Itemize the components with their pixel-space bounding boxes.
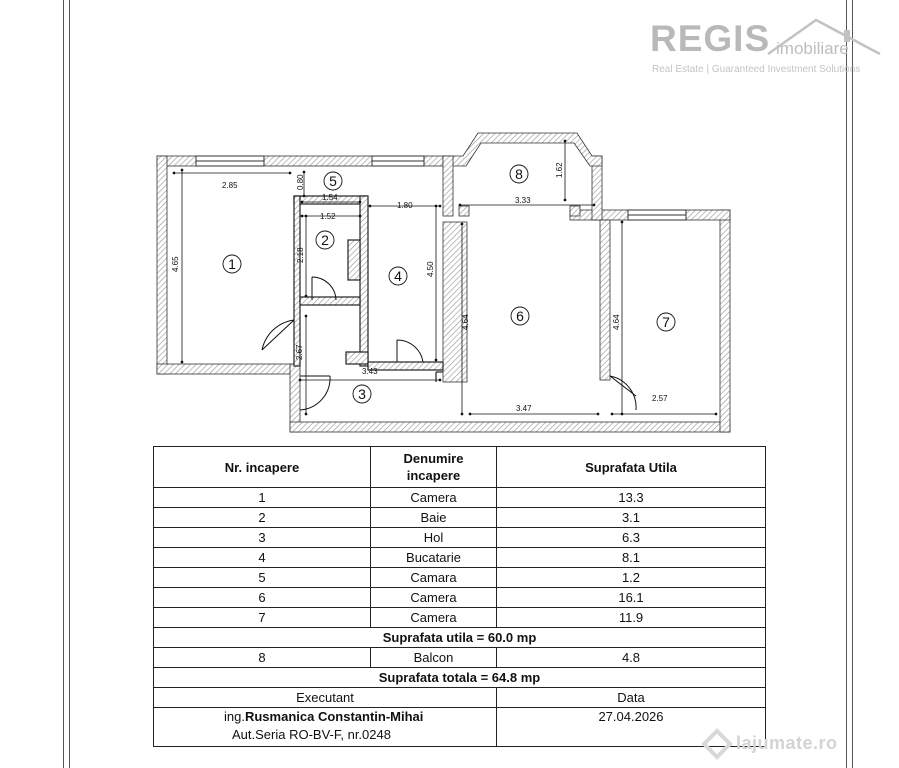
- cell-name: Bucatarie: [371, 548, 497, 568]
- col-header-denumire-text: Denumire incapere: [403, 451, 464, 483]
- dim-label: 4.50: [426, 261, 435, 277]
- room-number-1: 1: [228, 256, 236, 272]
- table-row: [154, 608, 766, 628]
- cell-nr: 6: [154, 588, 371, 608]
- executant-authorization: Aut.Seria RO-BV-F, nr.0248: [232, 727, 391, 742]
- executant-name: Rusmanica Constantin-Mihai: [244, 709, 424, 724]
- cell-name: Camera: [371, 588, 497, 608]
- cell-area: 1.2: [497, 568, 766, 588]
- watermark-logo-icon: [700, 727, 734, 761]
- logo-sub: imobiliare: [776, 39, 849, 58]
- cell-area: 3.1: [497, 508, 766, 528]
- room-number-2: 2: [321, 232, 329, 248]
- cell-nr: 7: [154, 608, 371, 628]
- cell-nr: 5: [154, 568, 371, 588]
- cell-area: 13.3: [497, 488, 766, 508]
- total-text: Suprafata totala = 64.8 mp: [154, 668, 766, 688]
- room-number-3: 3: [358, 386, 366, 402]
- table-row: [154, 588, 766, 608]
- cell-name: Camera: [371, 488, 497, 508]
- executant-cell: [154, 708, 497, 747]
- dim-label: 2.18: [296, 247, 305, 263]
- dim-label: 0.80: [296, 174, 305, 190]
- cell-name: Camara: [371, 568, 497, 588]
- signature-header-row: [154, 688, 766, 708]
- dim-label: 4.64: [612, 314, 621, 330]
- executant-label: Executant: [154, 688, 497, 708]
- cell-area: 11.9: [497, 608, 766, 628]
- cell-name: Baie: [371, 508, 497, 528]
- col-header-denumire: [371, 447, 497, 488]
- dim-label: 1.62: [555, 162, 564, 178]
- cell-nr: 3: [154, 528, 371, 548]
- room-number-5: 5: [329, 173, 337, 189]
- dim-label: 1.52: [320, 212, 336, 221]
- dim-label: 1.54: [322, 193, 338, 202]
- dim-label: 1.80: [397, 201, 413, 210]
- walls: [157, 133, 730, 432]
- dim-label: 2.67: [295, 344, 304, 360]
- room-number-6: 6: [516, 308, 524, 324]
- date-cell: 27.04.2026: [497, 708, 766, 747]
- watermark-text: lajumate.ro: [736, 733, 838, 753]
- cell-area: 4.8: [497, 648, 766, 668]
- company-logo: [648, 12, 893, 82]
- dim-label: 4.65: [171, 256, 180, 272]
- data-label: Data: [497, 688, 766, 708]
- cell-nr: 2: [154, 508, 371, 528]
- total-row: [154, 668, 766, 688]
- subtotal-text: Suprafata utila = 60.0 mp: [154, 628, 766, 648]
- table-row: [154, 488, 766, 508]
- dim-label: 4.64: [461, 314, 470, 330]
- signature-row: [154, 708, 766, 747]
- dim-label: 3.33: [515, 196, 531, 205]
- cell-area: 8.1: [497, 548, 766, 568]
- cell-name: Camera: [371, 608, 497, 628]
- cell-name: Balcon: [371, 648, 497, 668]
- subtotal-row: [154, 628, 766, 648]
- dim-label: 2.85: [222, 181, 238, 190]
- table-row: [154, 508, 766, 528]
- cell-area: 6.3: [497, 528, 766, 548]
- cell-nr: 8: [154, 648, 371, 668]
- table-row: [154, 528, 766, 548]
- dim-label: 3.43: [362, 367, 378, 376]
- table-header-row: [154, 447, 766, 488]
- dim-label: 3.47: [516, 404, 532, 413]
- rooms-table: [153, 446, 766, 747]
- dim-label: 2.57: [652, 394, 668, 403]
- col-header-suprafata: Suprafata Utila: [497, 447, 766, 488]
- watermark: [700, 727, 896, 763]
- cell-area: 16.1: [497, 588, 766, 608]
- room-number-7: 7: [662, 314, 670, 330]
- logo-brand: REGIS: [650, 18, 771, 59]
- cell-name: Hol: [371, 528, 497, 548]
- table-row: [154, 548, 766, 568]
- table-row: [154, 648, 766, 668]
- cell-nr: 4: [154, 548, 371, 568]
- room-number-8: 8: [515, 166, 523, 182]
- logo-tagline: Real Estate | Guaranteed Investment Solutions: [652, 64, 861, 75]
- room-number-4: 4: [394, 268, 402, 284]
- table-row: [154, 568, 766, 588]
- executant-prefix: ing.: [224, 709, 245, 724]
- cell-nr: 1: [154, 488, 371, 508]
- col-header-nr: Nr. incapere: [154, 447, 371, 488]
